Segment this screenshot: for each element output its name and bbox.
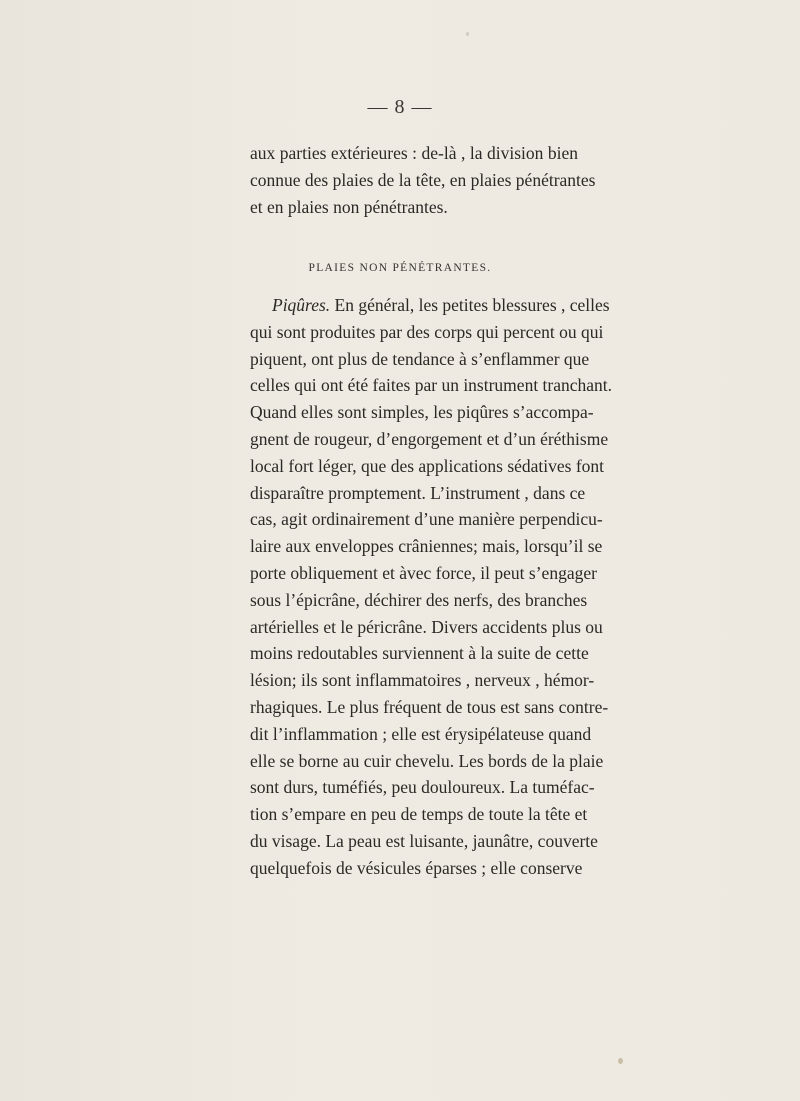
text-line: dit l’inflammation ; elle est érysipélateuse quand: [250, 723, 592, 744]
text-line: celles qui ont été faites par un instrument tranchant.: [250, 375, 613, 396]
text-line: local fort léger, que des applications sédatives font: [250, 455, 605, 476]
paragraph-intro: [250, 140, 596, 220]
text-line: connue des plaies de la tête, en plaies pénétrantes: [250, 169, 596, 190]
text-line: [250, 292, 610, 319]
text-line: cas, agit ordinairement d’une manière perpendicu-: [250, 509, 603, 530]
text-line: tion s’empare en peu de temps de toute la tête et: [250, 804, 588, 825]
text-line: gnent de rougeur, d’engorgement et d’un éréthisme: [250, 428, 609, 449]
paragraph-piqures: [250, 292, 613, 882]
text-line: sous l’épicrâne, déchirer des nerfs, des branches: [250, 589, 588, 610]
text-line: rhagiques. Le plus fréquent de tous est sans contre-: [250, 696, 609, 717]
text-line: disparaître promptement. L’instrument , dans ce: [250, 482, 586, 503]
text-line: qui sont produites par des corps qui percent ou qui: [250, 321, 604, 342]
paper-speck: [618, 1058, 623, 1064]
text-line-rest: En général, les petites blessures , celles: [330, 295, 610, 315]
text-line: moins redoutables surviennent à la suite de cette: [250, 643, 589, 664]
text-line: piquent, ont plus de tendance à s’enflammer que: [250, 348, 590, 369]
text-line: laire aux enveloppes crâniennes; mais, lorsqu’il se: [250, 536, 603, 557]
page-number: — 8 —: [367, 96, 433, 118]
text-line: artérielles et le péricrâne. Divers accidents plus ou: [250, 616, 603, 637]
text-line: lésion; ils sont inflammatoires , nerveux , hémor-: [250, 670, 595, 691]
text-line: aux parties extérieures : de-là , la division bien: [250, 143, 578, 163]
text-line: porte obliquement et àvec force, il peut s’engager: [250, 562, 597, 583]
paragraph-lead: Piqûres.: [272, 295, 331, 315]
text-line: Quand elles sont simples, les piqûres s’accompa-: [250, 402, 594, 423]
text-line: et en plaies non pénétrantes.: [250, 196, 448, 217]
text-line: du visage. La peau est luisante, jaunâtre, couverte: [250, 830, 598, 851]
text-line: quelquefois de vésicules éparses ; elle conserve: [250, 857, 583, 878]
paper-speck: [466, 32, 469, 36]
text-line: elle se borne au cuir chevelu. Les bords de la plaie: [250, 750, 604, 771]
section-heading: PLAIES NON PÉNÉTRANTES.: [308, 262, 492, 274]
text-line: sont durs, tuméfiés, peu douloureux. La tuméfac-: [250, 777, 595, 798]
